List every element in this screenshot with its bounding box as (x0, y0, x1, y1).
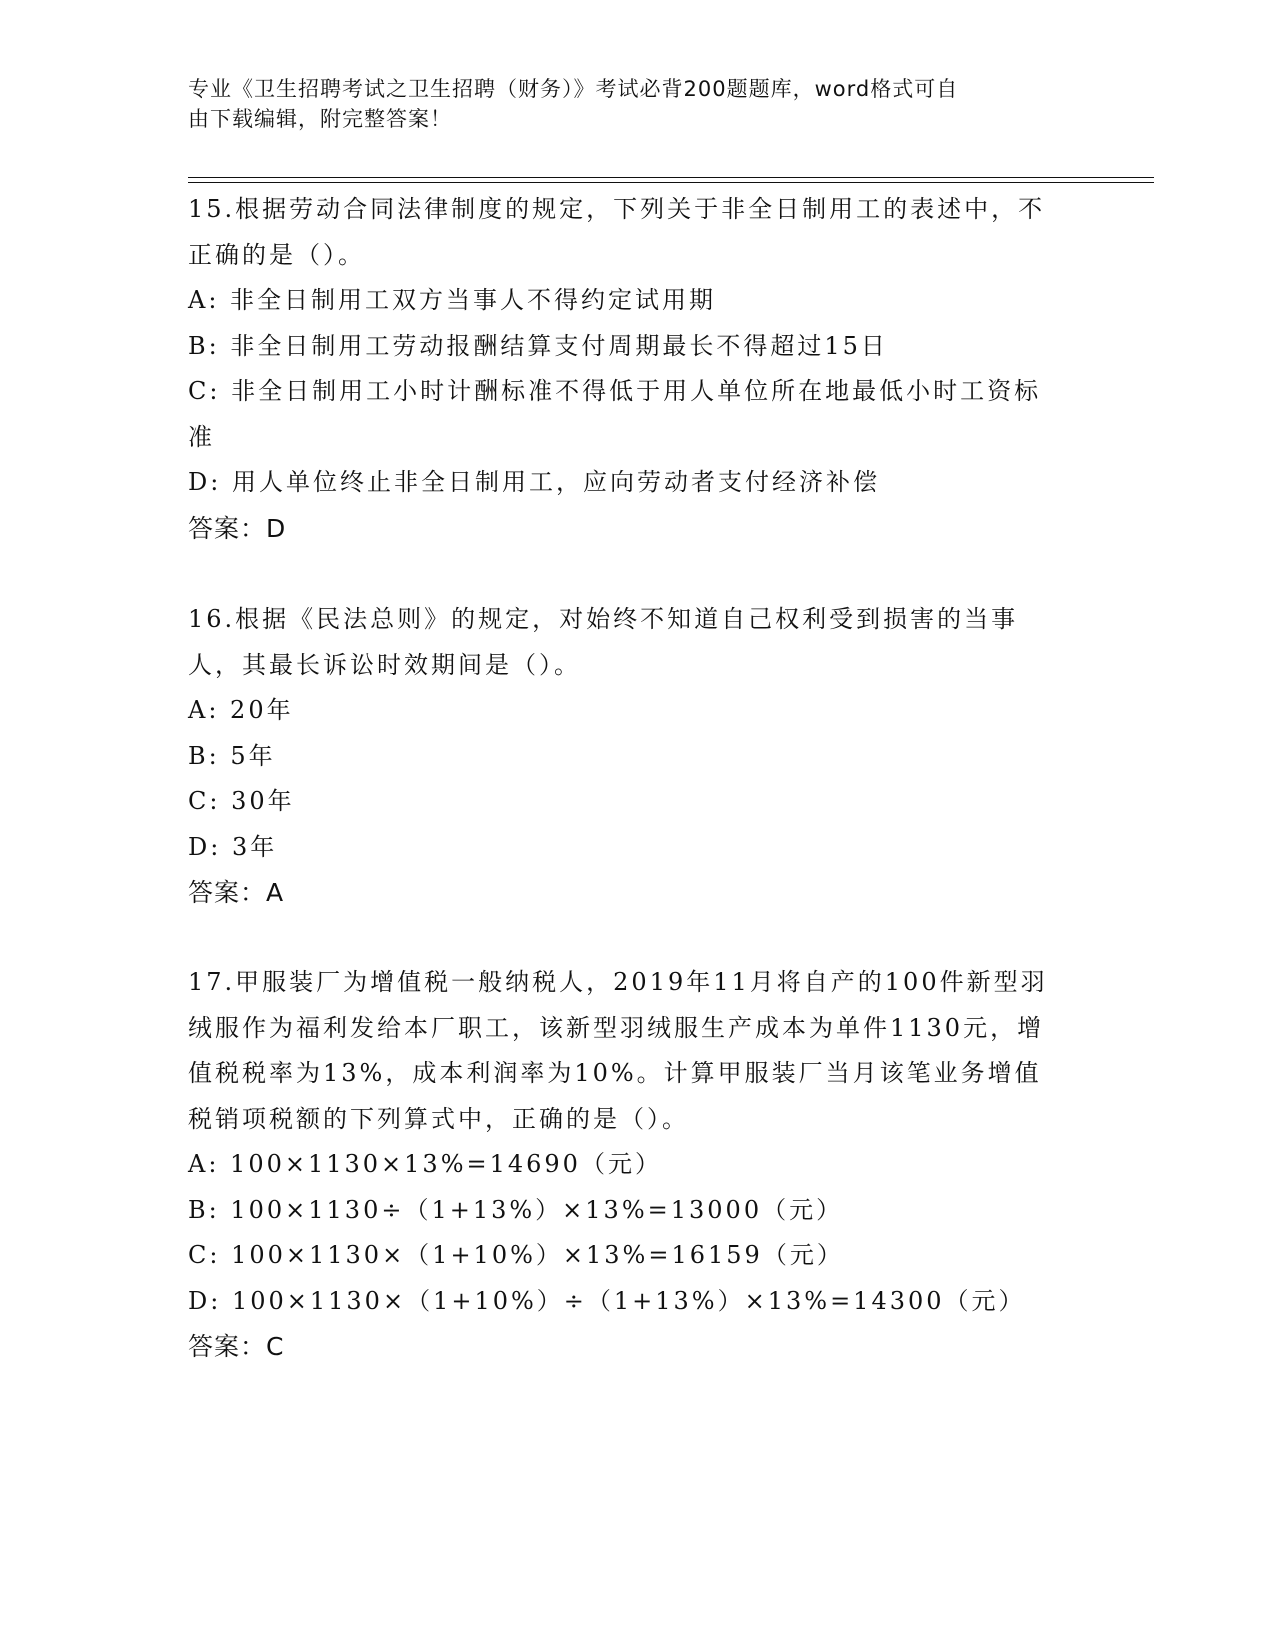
question-16 (188, 597, 1068, 916)
header-line-2: 由下载编辑，附完整答案！ (188, 107, 452, 131)
question-stem: 17.甲服装厂为增值税一般纳税人，2019年11月将自产的100件新型羽绒服作为福利发给本厂职工，该新型羽绒服生产成本为单件1130元，增值税税率为13%，成本利润率为10%。计算甲服装厂当月该笔业务增值税销项税额的下列算式中，正确的是（）。 (188, 968, 1048, 1133)
document-header (188, 74, 1068, 134)
option-c: C: 30年 (188, 787, 295, 815)
question-stem: 16.根据《民法总则》的规定，对始终不知道自己权利受到损害的当事人，其最长诉讼时效期间是（）。 (188, 605, 1019, 679)
question-stem: 15.根据劳动合同法律制度的规定，下列关于非全日制用工的表述中，不正确的是（）。 (188, 195, 1046, 269)
option-a: A: 100×1130×13%=14690（元） (188, 1150, 662, 1178)
option-c: C: 100×1130×（1+10%）×13%=16159（元） (188, 1241, 844, 1269)
option-d: D: 用人单位终止非全日制用工，应向劳动者支付经济补偿 (188, 468, 880, 496)
option-c: C: 非全日制用工小时计酬标准不得低于用人单位所在地最低小时工资标准 (188, 377, 1042, 451)
option-a: A: 20年 (188, 696, 294, 724)
option-b: B: 100×1130÷（1+13%）×13%=13000（元） (188, 1195, 844, 1224)
option-d: D: 3年 (188, 832, 278, 861)
option-a: A: 非全日制用工双方当事人不得约定试用期 (188, 286, 717, 314)
question-17 (188, 960, 1068, 1370)
header-divider-top (188, 177, 1154, 178)
header-divider-bottom (188, 182, 1154, 183)
option-b: B: 非全日制用工劳动报酬结算支付周期最长不得超过15日 (188, 331, 888, 360)
answer-line: 答案：D (188, 513, 287, 543)
option-d: D: 100×1130×（1+10%）÷（1+13%）×13%=14300（元） (188, 1286, 1026, 1315)
question-15 (188, 187, 1068, 551)
header-line-1: 专业《卫生招聘考试之卫生招聘（财务）》考试必背200题题库，word格式可自 (188, 77, 959, 101)
option-b: B: 5年 (188, 741, 276, 770)
answer-line: 答案：C (188, 1332, 285, 1361)
answer-line: 答案：A (188, 878, 285, 907)
